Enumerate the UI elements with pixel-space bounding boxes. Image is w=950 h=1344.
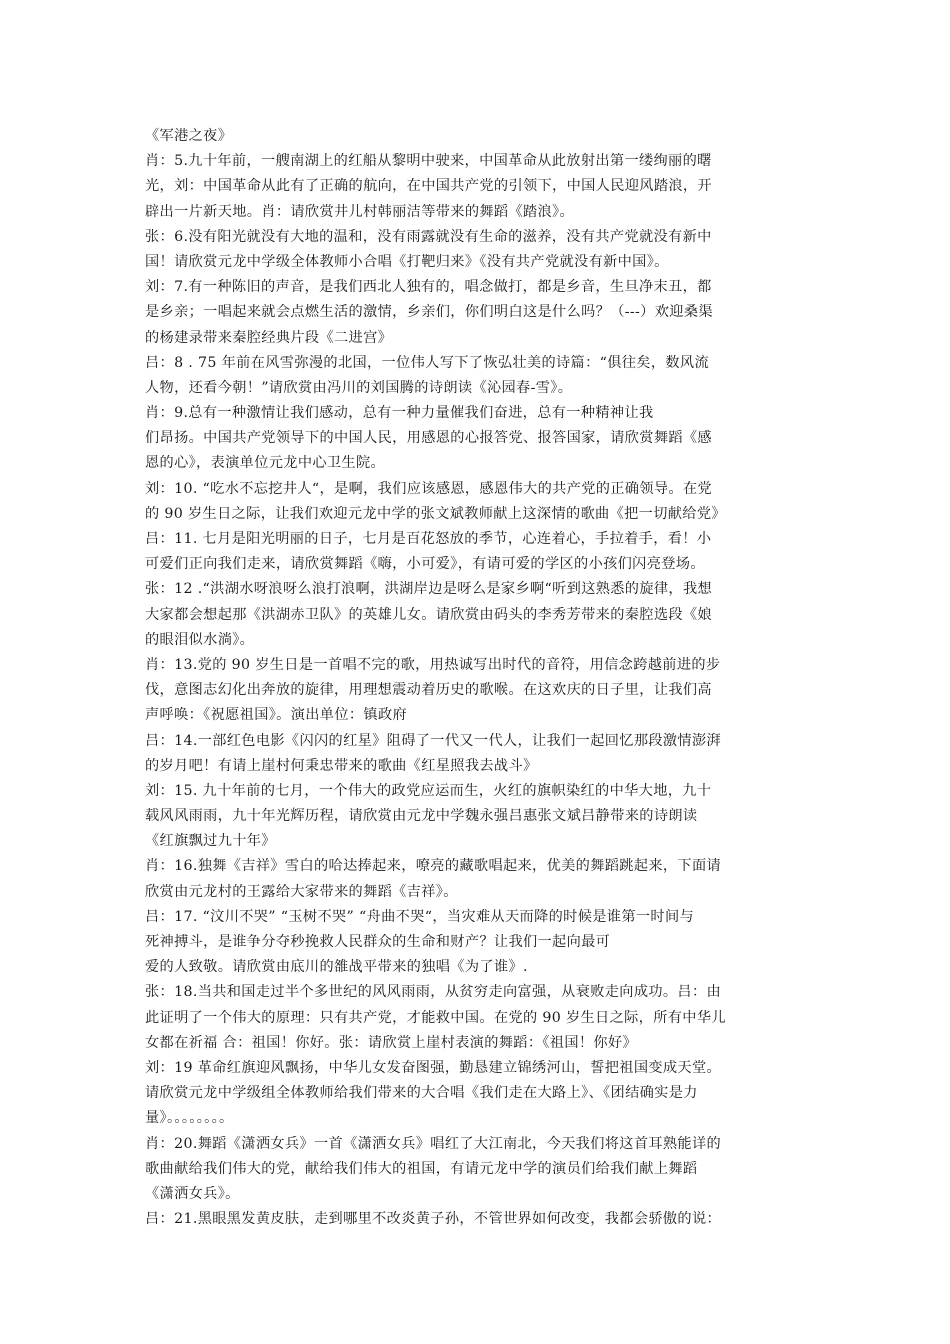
document-body (145, 124, 810, 1232)
text-line: 是乡亲；一唱起来就会点燃生活的激情，乡亲们，你们明白这是什么吗？（---）欢迎桑渠 (145, 304, 713, 321)
text-line: 张：6.没有阳光就没有大地的温和，没有雨露就没有生命的滋养，没有共产党就没有新中 (145, 228, 712, 245)
text-line: 张：18.当共和国走过半个多世纪的风风雨雨，从贫穷走向富强，从衰败走向成功。吕：由 (145, 984, 722, 1001)
text-line: 肖：20.舞蹈《潇洒女兵》一首《潇洒女兵》唱红了大江南北，今天我们将这首耳熟能详的 (145, 1135, 722, 1152)
text-line: 此证明了一个伟大的原理：只有共产党，才能救中国。在党的 90 岁生日之际，所有中华儿 (145, 1009, 726, 1026)
text-line: 刘：7.有一种陈旧的声音，是我们西北人独有的，唱念做打，都是乡音，生旦净末丑，都 (145, 279, 712, 296)
text-line: 刘：15. 九十年前的七月，一个伟大的政党应运而生，火红的旗帜染红的中华大地，九十 (145, 782, 712, 799)
text-line: 吕：11. 七月是阳光明丽的日子，七月是百花怒放的季节，心连着心，手拉着手，看！小 (145, 531, 712, 547)
text-line: 吕：8 . 75 年前在风雪弥漫的北国，一位伟人写下了恢弘壮美的诗篇：“俱往矣，数风流 (145, 354, 709, 371)
text-line: 辟出一片新天地。肖：请欣赏井儿村韩丽洁等带来的舞蹈《踏浪》。 (145, 203, 575, 220)
text-line: 肖：16.独舞《吉祥》雪白的哈达捧起来，嘹亮的藏歌唱起来，优美的舞蹈跳起来，下面请 (145, 858, 722, 875)
text-line: 女都在祈福 合：祖国！你好。张：请欣赏上崖村表演的舞蹈：《祖国！你好》 (145, 1034, 638, 1051)
text-line: 歌曲献给我们伟大的党，献给我们伟大的祖国，有请元龙中学的演员们给我们献上舞蹈 (145, 1160, 698, 1177)
text-line: 肖：13.党的 90 岁生日是一首唱不完的歌，用热诚写出时代的音符，用信念跨越前进的步 (145, 656, 721, 673)
text-line: 声呼唤：《祝愿祖国》。演出单位：镇政府 (145, 707, 408, 724)
text-line: 请欣赏元龙中学级组全体教师给我们带来的大合唱《我们走在大路上》、《团结确实是力 (145, 1085, 698, 1102)
text-line: 国！请欣赏元龙中学级全体教师小合唱《打靶归来》《没有共产党就没有新中国》。 (145, 253, 669, 270)
text-line: 的 90 岁生日之际，让我们欢迎元龙中学的张文斌教师献上这深情的歌曲《把一切献给党》 (145, 505, 726, 522)
text-line: 死神搏斗，是谁争分夺秒挽救人民群众的生命和财产？让我们一起向最可 (145, 934, 611, 950)
text-line: 《潇洒女兵》。 (145, 1185, 240, 1202)
text-line: 的眼泪似水淌》。 (145, 631, 255, 648)
text-line: 可爱们正向我们走来，请欣赏舞蹈《嗨，小可爱》，有请可爱的学区的小孩们闪亮登场。 (145, 556, 705, 573)
text-line: 肖：5.九十年前，一艘南湖上的红船从黎明中驶来，中国革命从此放射出第一缕绚丽的曙 (145, 153, 712, 170)
text-line: 载风风雨雨，九十年光辉历程，请欣赏由元龙中学魏永强吕惠张文斌吕静带来的诗朗读 (145, 808, 698, 825)
text-line: 恩的心》，表演单位元龙中心卫生院。 (145, 455, 386, 472)
text-line: 吕：17. “汶川不哭” “玉树不哭” “舟曲不哭“，当灾难从天而降的时候是谁第一时间与 (145, 908, 695, 925)
text-line: 刘：19 革命红旗迎风飘扬，中华儿女发奋图强，勤恳建立锦绣河山，誓把祖国变成天堂。 (145, 1059, 722, 1076)
text-line: 的岁月吧！有请上崖村何秉忠带来的歌曲《红星照我去战斗》 (145, 757, 538, 774)
text-line: 的杨建录带来秦腔经典片段《二进宫》 (145, 329, 393, 346)
text-line: 吕：14.一部红色电影《闪闪的红星》阻碍了一代又一代人，让我们一起回忆那段激情澎湃 (145, 732, 722, 749)
text-line: 吕：21.黑眼黑发黄皮肤，走到哪里不改炎黄子孙，不管世界如何改变，我都会骄傲的说： (145, 1211, 722, 1228)
text-line: 张：12 .“洪湖水呀浪呀么浪打浪啊，洪湖岸边是呀么是家乡啊“听到这熟悉的旋律，我想 (145, 581, 713, 598)
text-line: 们昂扬。中国共产党领导下的中国人民，用感恩的心报答党、报答国家，请欣赏舞蹈《感 (145, 430, 712, 447)
text-line: 量》。。。。。。。。 (145, 1110, 234, 1127)
text-line: 《军港之夜》 (145, 128, 233, 144)
text-line: 肖：9.总有一种激情让我们感动，总有一种力量催我们奋进，总有一种精神让我 (145, 405, 654, 422)
text-line: 《红旗飘过九十年》 (145, 833, 276, 850)
text-line: 伐，意图志幻化出奔放的旋律，用理想震动着历史的歌喉。在这欢庆的日子里，让我们高 (145, 682, 712, 699)
text-line: 光，刘：中国革命从此有了正确的航向，在中国共产党的引领下，中国人民迎风踏浪，开 (145, 178, 712, 195)
text-line: 大家都会想起那《洪湖赤卫队》的英雄儿女。请欣赏由码头的李秀芳带来的秦腔选段《娘 (145, 606, 712, 623)
text-line: 刘：10. “吃水不忘挖井人“，是啊，我们应该感恩，感恩伟大的共产党的正确领导。在党 (145, 480, 713, 497)
text-line: 爱的人致敬。请欣赏由底川的雒战平带来的独唱《为了谁》. (145, 959, 528, 976)
text-line: 人物，还看今朝！”请欣赏由冯川的刘国腾的诗朗读《沁园春-雪》。 (145, 379, 573, 396)
text-line: 欣赏由元龙村的王露给大家带来的舞蹈《吉祥》。 (145, 883, 458, 900)
